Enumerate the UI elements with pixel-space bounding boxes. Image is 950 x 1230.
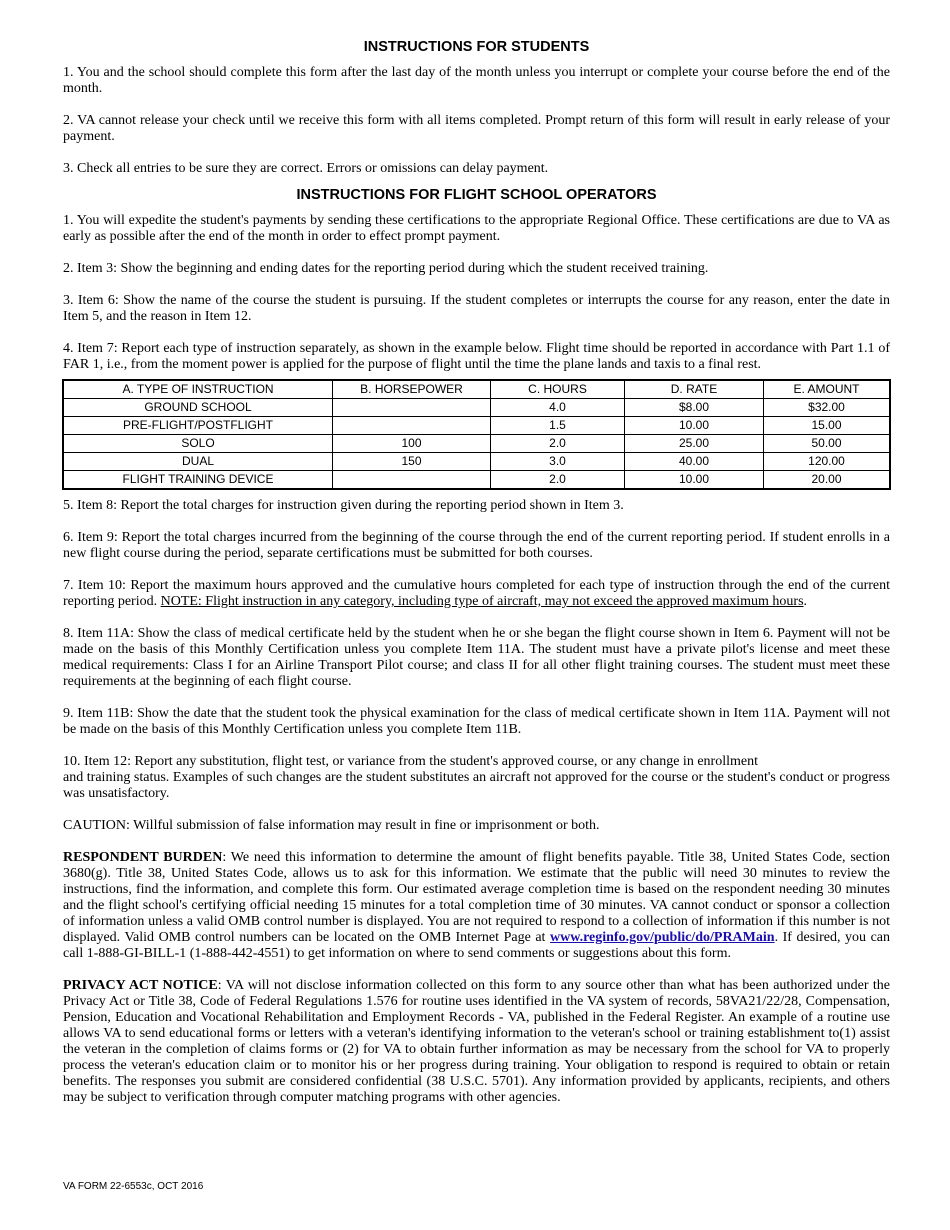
operator-instruction-6: 6. Item 9: Report the total charges incurred from the beginning of the course through the end of the current reporting period. If student enrolls in a new flight course during the period, separate certifications must be submitted for both courses. bbox=[63, 530, 890, 561]
student-instruction-2: 2. VA cannot release your check until we receive this form with all items completed. Prompt return of this form will result in early release of your payment. bbox=[63, 113, 890, 144]
operator-instruction-5: 5. Item 8: Report the total charges for instruction given during the reporting period shown in Item 3. bbox=[63, 498, 624, 513]
privacy-act-text: : VA will not disclose information collected on this form to any source other than what has been authorized under the Privacy Act or Title 38, Code of Federal Regulations 1.576 for routine uses identified in the VA system of records, 58VA21/22/28, Compensation, Pension, Education and Vocational Rehabilitation and Employment Records - VA, published in the Federal Register. An example of a routine use allows VA to send educational forms or letters with a veteran's identifying information to the veteran's school or training establishment to(1) assist the veteran in the completion of claims forms or (2) for VA to obtain further information as may be necessary from the school for VA to properly process the veteran's education claim or to monitor his or her progress during training. Your obligation to respond is required to obtain or retain benefits. The responses you submit are considered confidential (38 U.S.C. 5701). Any information provided by applicants, recipients, and others may be subject to verification through computer matching programs with other agencies. bbox=[63, 978, 890, 1105]
type-cell: PRE-FLIGHT/POSTFLIGHT bbox=[63, 417, 333, 435]
table-row bbox=[63, 471, 890, 490]
amount-cell: 50.00 bbox=[764, 435, 891, 453]
col-type-header: A. TYPE OF INSTRUCTION bbox=[63, 380, 333, 399]
operator-instruction-1: 1. You will expedite the student's payments by sending these certifications to the appropriate Regional Office. These certifications are due to VA as early as possible after the end of the month in order to effect prompt payment. bbox=[63, 213, 890, 244]
rate-cell: 10.00 bbox=[625, 417, 764, 435]
type-cell: DUAL bbox=[63, 453, 333, 471]
item7-text: 7. Item 10: Report the maximum hours approved and the cumulative hours completed for each type of instruction through the end of the current reporting period. bbox=[63, 578, 890, 609]
hours-cell: 3.0 bbox=[491, 453, 625, 471]
student-instruction-3: 3. Check all entries to be sure they are correct. Errors or omissions can delay payment. bbox=[63, 161, 549, 176]
omb-link[interactable]: www.reginfo.gov/public/do/PRAMain bbox=[550, 930, 775, 945]
students-heading: INSTRUCTIONS FOR STUDENTS bbox=[363, 39, 590, 55]
operator-instruction-8: 8. Item 11A: Show the class of medical certificate held by the student when he or she began the flight course shown in Item 6. Payment will not be made on the basis of this Monthly Certification unless you complete Item 11A. The student must have a private pilot's license and meet these medical requirements: Class I for an Airline Transport Pilot course; and class II for all other flight training courses. The student must meet these requirements at the beginning of each flight course. bbox=[63, 626, 890, 689]
hours-cell: 2.0 bbox=[491, 435, 625, 453]
privacy-act-label: PRIVACY ACT NOTICE bbox=[63, 978, 218, 993]
amount-cell: 15.00 bbox=[764, 417, 891, 435]
instruction-example-table bbox=[62, 379, 891, 490]
hours-cell: 1.5 bbox=[491, 417, 625, 435]
hours-cell: 4.0 bbox=[491, 399, 625, 417]
rate-cell: 40.00 bbox=[625, 453, 764, 471]
table-row bbox=[63, 417, 890, 435]
col-amount-header: E. AMOUNT bbox=[764, 380, 891, 399]
horsepower-cell bbox=[333, 417, 491, 435]
rate-cell: 25.00 bbox=[625, 435, 764, 453]
operator-instruction-9: 9. Item 11B: Show the date that the student took the physical examination for the class of medical certificate shown in Item 11A. Payment will not be made on the basis of this Monthly Certification unless you complete Item 11B. bbox=[63, 706, 890, 737]
type-cell: GROUND SCHOOL bbox=[63, 399, 333, 417]
respondent-burden bbox=[63, 850, 890, 962]
horsepower-cell: 100 bbox=[333, 435, 491, 453]
table-row bbox=[63, 453, 890, 471]
operator-instruction-4: 4. Item 7: Report each type of instruction separately, as shown in the example below. Flight time should be reported in accordance with Part 1.1 of FAR 1, i.e., from the moment power is applied for the purpose of flight until the time the plane lands and taxis to a final rest. bbox=[63, 341, 890, 372]
amount-cell: $32.00 bbox=[764, 399, 891, 417]
col-rate-header: D. RATE bbox=[625, 380, 764, 399]
item10-rest: and training status. Examples of such changes are the student substitutes an aircraft not approved for the course or the student's conduct or progress was unsatisfactory. bbox=[63, 770, 890, 801]
caution-notice: CAUTION: Willful submission of false information may result in fine or imprisonment or both. bbox=[63, 818, 600, 833]
horsepower-cell bbox=[333, 471, 491, 490]
col-horsepower-header: B. HORSEPOWER bbox=[333, 380, 491, 399]
rate-cell: $8.00 bbox=[625, 399, 764, 417]
respondent-burden-label: RESPONDENT BURDEN bbox=[63, 850, 223, 865]
table-row bbox=[63, 399, 890, 417]
respondent-burden-text1: : We need this information to determine the amount of flight benefits payable. Title 38, United States Code, section 3680(g). Title 38, United States Code, allows us to ask for this information. We estimate that the public will need 30 minutes to review the instructions, find the information, and complete this form. Our estimated average completion time is based on the respondent needing 30 minutes and the flight school's certifying official needing 15 minutes for a total completion time of 30 minutes. VA cannot conduct or sponsor a collection of information unless a valid OMB control number is displayed. You are not required to respond to a collection of information if this number is not displayed. Valid OMB control numbers can be located on the OMB Internet Page at bbox=[63, 850, 891, 945]
hours-cell: 2.0 bbox=[491, 471, 625, 490]
operator-instruction-10 bbox=[63, 754, 890, 802]
type-cell: FLIGHT TRAINING DEVICE bbox=[63, 471, 333, 490]
table-header-row bbox=[63, 380, 890, 399]
table-row bbox=[63, 435, 890, 453]
col-hours-header: C. HOURS bbox=[491, 380, 625, 399]
instructions-page bbox=[63, 38, 890, 1106]
amount-cell: 120.00 bbox=[764, 453, 891, 471]
item7-note: NOTE: Flight instruction in any category, including type of aircraft, may not exceed the approved maximum hours bbox=[160, 594, 804, 609]
operator-instruction-2: 2. Item 3: Show the beginning and ending dates for the reporting period during which the student received training. bbox=[63, 261, 709, 276]
operator-instruction-7 bbox=[63, 578, 890, 610]
respondent-burden-text2: . If desired, you can call 1-888-GI-BILL-1 (1-888-442-4551) to get information on where to send comments or suggestions about this form. bbox=[63, 930, 890, 961]
operators-heading: INSTRUCTIONS FOR FLIGHT SCHOOL OPERATORS bbox=[296, 187, 657, 203]
amount-cell: 20.00 bbox=[764, 471, 891, 490]
form-number-footer: VA FORM 22-6553c, OCT 2016 bbox=[63, 1181, 204, 1192]
type-cell: SOLO bbox=[63, 435, 333, 453]
operator-instruction-3: 3. Item 6: Show the name of the course the student is pursuing. If the student completes or interrupts the course for any reason, enter the date in Item 5, and the reason in Item 12. bbox=[63, 293, 890, 324]
student-instruction-1: 1. You and the school should complete this form after the last day of the month unless you interrupt or complete your course before the end of the month. bbox=[63, 65, 890, 96]
item10-line1: 10. Item 12: Report any substitution, flight test, or variance from the student's approved course, or any change in enrollment bbox=[63, 754, 758, 769]
item7-end: . bbox=[803, 594, 808, 609]
horsepower-cell bbox=[333, 399, 491, 417]
horsepower-cell: 150 bbox=[333, 453, 491, 471]
privacy-act-notice bbox=[63, 978, 890, 1106]
rate-cell: 10.00 bbox=[625, 471, 764, 490]
